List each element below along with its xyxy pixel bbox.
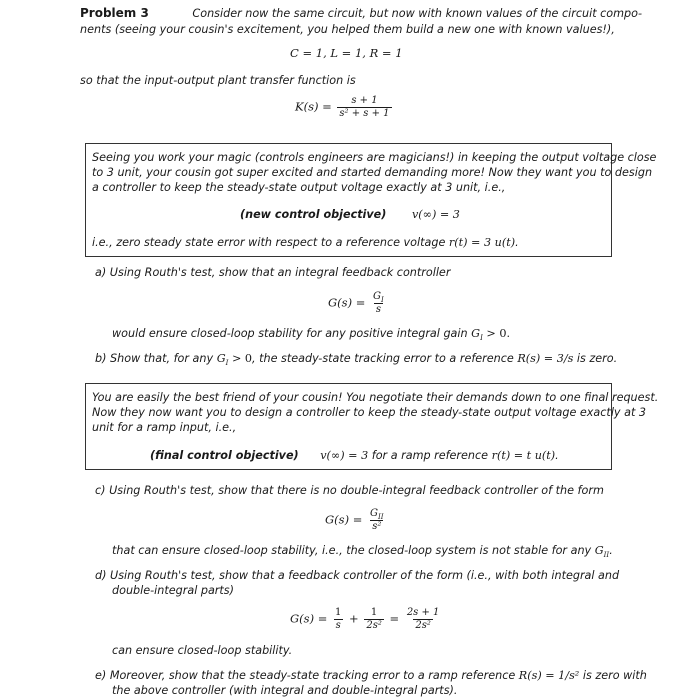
part-d-f3-num: 2s + 1 — [406, 607, 440, 618]
part-c-num-g: G — [370, 508, 379, 519]
part-a-numerator — [371, 291, 386, 303]
part-d-line-1 — [95, 568, 619, 583]
part-a-ensure-g: G — [471, 327, 481, 340]
plant-numerator: s + 1 — [351, 95, 378, 106]
new-objective-label: (new control objective) — [240, 208, 387, 221]
plant-transfer-function — [295, 95, 394, 120]
box1-zero-error-line — [92, 235, 519, 250]
component-values-equation: C = 1, L = 1, R = 1 — [290, 46, 403, 60]
part-d-fraction-1 — [333, 607, 343, 632]
part-a-text: Using Routh's test, show that an integral feedback controller — [109, 266, 451, 279]
part-a-line — [95, 265, 450, 280]
part-c-tail-text: that can ensure closed-loop stability, i.e., the closed-loop system is not stable for any — [112, 544, 592, 557]
plant-denominator: s² + s + 1 — [339, 108, 390, 119]
intro-text-2: nents (seeing your cousin's excitement, you helped them build a new one with known values!), — [80, 23, 615, 36]
part-e-label: e) — [95, 669, 107, 682]
part-b-reference-equation: R(s) = 3/s — [517, 352, 574, 365]
part-b-g-sub: I — [225, 359, 229, 368]
part-d-fraction-2 — [364, 607, 384, 632]
part-d-text-1: Using Routh's test, show that a feedback controller of the form (i.e., with both integral and — [110, 569, 620, 582]
box2-line-3: unit for a ramp input, i.e., — [92, 421, 237, 434]
part-d-f1-num: 1 — [335, 607, 342, 618]
final-objective-period: . — [555, 449, 559, 462]
box2-line-2: Now they now want you to design a controller to keep the steady-state output voltage exactly at 3 — [92, 406, 647, 419]
box1-line-3: a controller to keep the steady-state output voltage exactly at 3 unit, i.e., — [92, 181, 506, 194]
plant-fraction — [337, 95, 391, 120]
pi2-controller-equation — [290, 607, 443, 632]
final-control-objective — [150, 448, 559, 463]
part-c-tail-equation — [594, 544, 610, 560]
final-objective-text: for a ramp reference — [371, 449, 489, 462]
box1-ie-period: . — [515, 236, 519, 249]
part-d-eq-lhs: G(s) = — [290, 611, 328, 626]
part-a-ensure-sub: I — [480, 334, 483, 343]
part-a-ensure-text: would ensure closed-loop stability for any positive integral gain — [112, 327, 468, 340]
part-e-text-1b: is zero with — [582, 669, 647, 682]
part-b-line — [95, 351, 617, 366]
part-d-tail: can ensure closed-loop stability. — [112, 644, 293, 657]
part-c-text: Using Routh's test, show that there is no double-integral feedback controller of the form — [109, 484, 604, 497]
part-a-ensure-line — [112, 326, 510, 341]
part-d-f2-den: 2s² — [366, 620, 382, 631]
part-d-f3-den: 2s² — [415, 620, 431, 631]
part-c-num-sub: II — [378, 513, 384, 521]
part-c-tail-g: G — [594, 544, 604, 557]
part-d-f2-num: 1 — [370, 607, 378, 618]
so-that-text: so that the input-output plant transfer function is — [80, 74, 356, 87]
part-c-numerator — [368, 508, 386, 520]
part-a-label: a) — [95, 266, 107, 279]
reference-voltage-equation: r(t) = 3 u(t) — [448, 236, 516, 249]
plant-lhs: K(s) = — [295, 99, 332, 114]
part-a-fraction — [371, 291, 386, 316]
double-integral-controller-equation — [325, 508, 388, 533]
box1-line-1: Seeing you work your magic (controls engineers are magicians!) in keeping the output voltage close — [92, 151, 657, 164]
part-d-f1-den: s — [335, 620, 341, 631]
part-e-text-1: Moreover, show that the steady-state tracking error to a ramp reference — [109, 669, 516, 682]
part-b-text-2: , the steady-state tracking error to a reference — [252, 352, 514, 365]
part-a-ensure-tail: > 0. — [482, 327, 511, 340]
intro-text-1: Consider now the same circuit, but now with known values of the circuit compo- — [192, 7, 643, 20]
box2-line-1: You are easily the best friend of your cousin! You negotiate their demands down to one final request. — [92, 391, 659, 404]
part-b-gain-equation — [216, 352, 252, 368]
part-b-g: G — [216, 352, 226, 365]
part-c-tail-sub: II — [603, 551, 610, 560]
part-c-tail-period: . — [609, 544, 613, 557]
box1-ie-text: i.e., zero steady state error with respect to a reference voltage — [92, 236, 446, 249]
part-a-denominator: s — [375, 304, 381, 315]
part-d-equals: = — [389, 611, 400, 626]
box1-line-2: to 3 unit, your cousin got super excited and started demanding more! Now they want you to design — [92, 166, 653, 179]
part-a-num-sub: I — [381, 296, 384, 304]
integral-controller-equation — [328, 291, 388, 316]
part-d-text-2: double-integral parts) — [112, 584, 234, 597]
new-objective-equation: v(∞) = 3 — [411, 208, 460, 221]
part-d-fraction-3 — [405, 607, 442, 632]
new-control-objective — [240, 207, 460, 222]
part-c-label: c) — [95, 484, 106, 497]
part-b-text-3: is zero. — [576, 352, 618, 365]
part-e-reference-equation: R(s) = 1/s² — [518, 669, 580, 682]
part-d-label: d) — [95, 569, 107, 582]
part-b-text-1: Show that, for any — [110, 352, 214, 365]
part-c-line — [95, 483, 604, 498]
part-e-line-1 — [95, 668, 647, 683]
part-b-g-tail: > 0 — [228, 352, 252, 365]
part-a-ensure-equation — [471, 327, 511, 343]
final-objective-equation: v(∞) = 3 — [320, 449, 369, 462]
problem-intro-line-1 — [80, 6, 642, 21]
part-c-tail-line — [112, 543, 613, 558]
part-e-text-2: the above controller (with integral and double-integral parts). — [112, 684, 458, 697]
problem-title: Problem 3 — [80, 6, 149, 20]
part-b-label: b) — [95, 352, 107, 365]
part-c-eq-lhs: G(s) = — [325, 512, 363, 527]
part-a-eq-lhs: G(s) = — [328, 295, 366, 310]
part-d-plus: + — [349, 611, 359, 626]
part-c-denominator: s² — [372, 521, 382, 532]
ramp-reference-equation: r(t) = t u(t) — [491, 449, 556, 462]
part-c-fraction — [368, 508, 386, 533]
part-a-num-g: G — [373, 291, 382, 302]
final-objective-label: (final control objective) — [150, 449, 299, 462]
